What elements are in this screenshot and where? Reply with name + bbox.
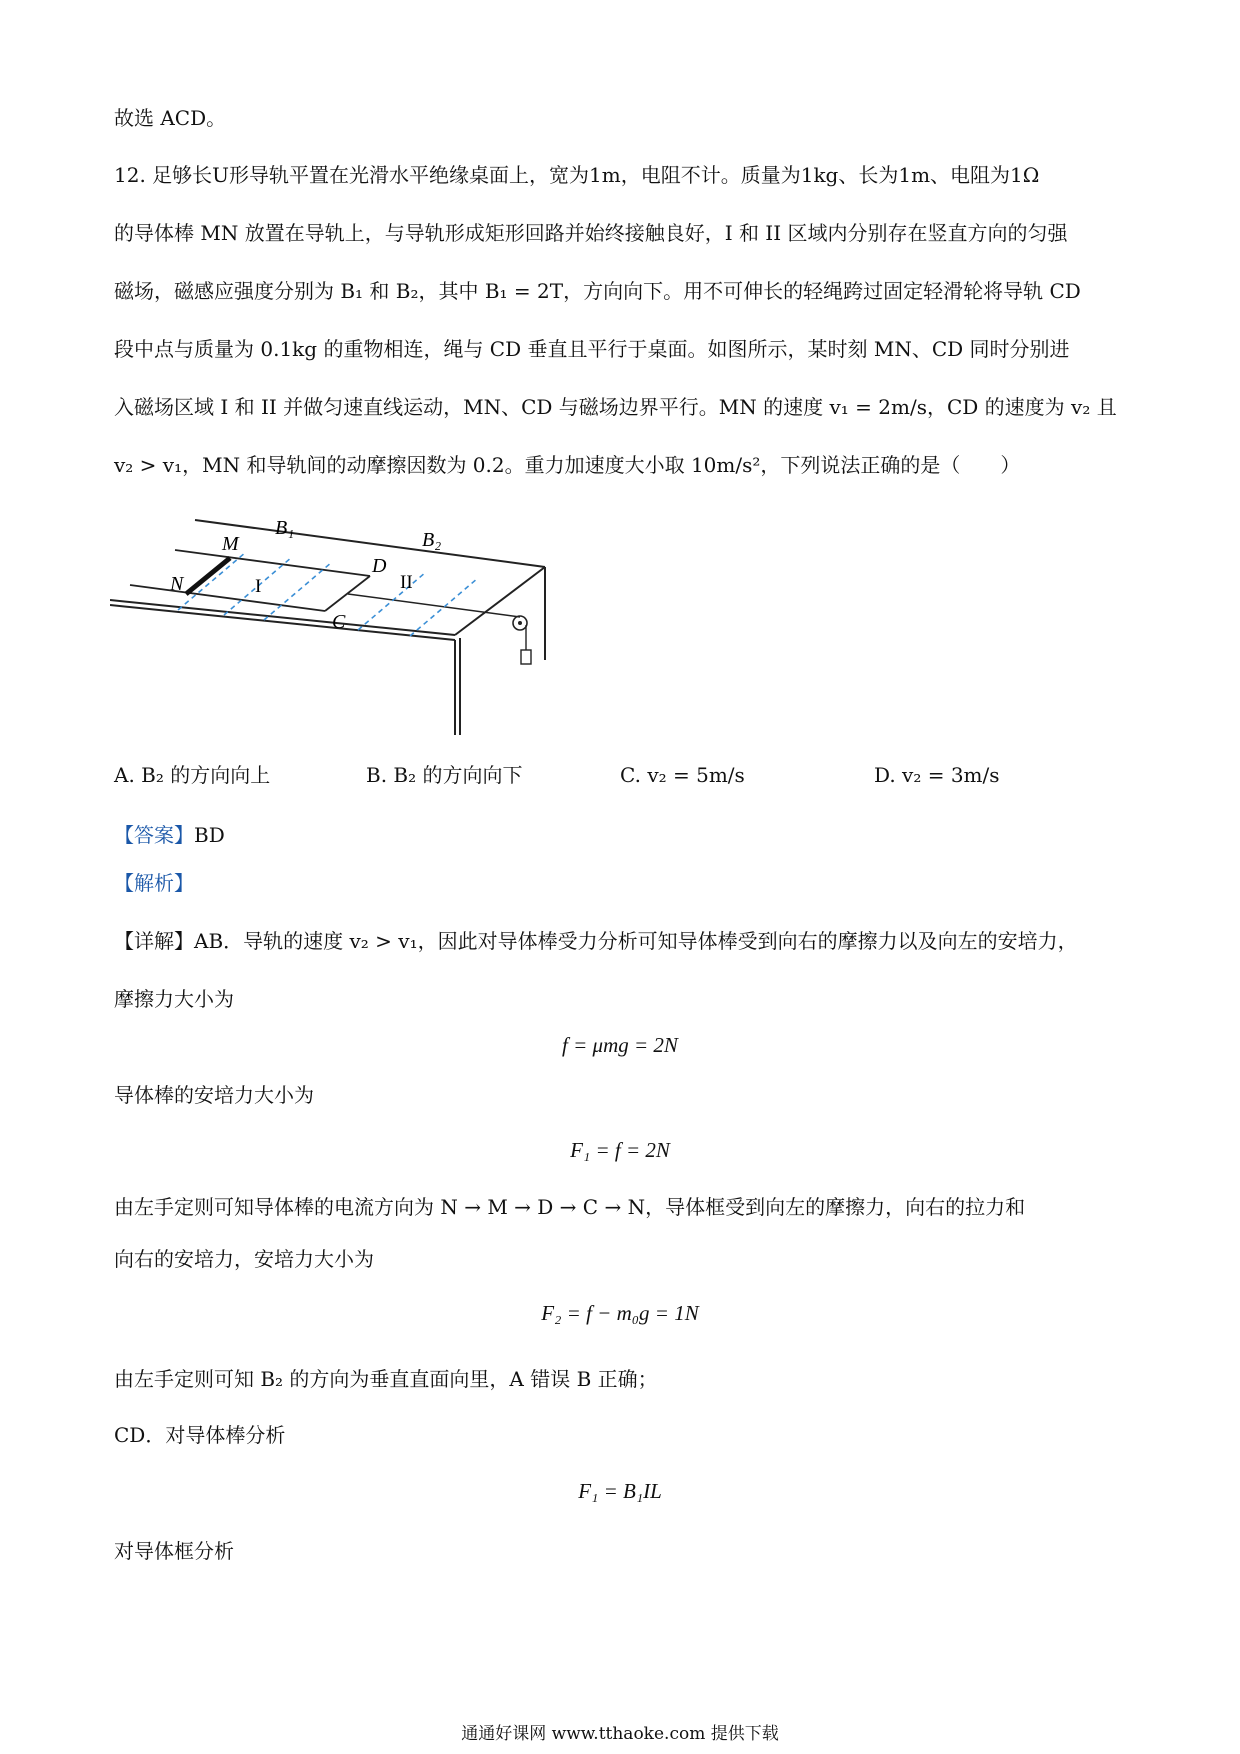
detail-line-8: 对导体框分析 xyxy=(114,1539,234,1563)
label-B1: B₁ xyxy=(275,517,295,539)
option-b-text: B₂ 的方向向下 xyxy=(393,763,523,787)
detail-line-6: 由左手定则可知 B₂ 的方向为垂直直面向里，A 错误 B 正确； xyxy=(114,1367,658,1391)
option-a[interactable] xyxy=(114,760,270,790)
question-text: 足够长U形导轨平置在光滑水平绝缘桌面上，宽为1m，电阻不计。质量为1kg、长为1m、电阻为1Ω xyxy=(152,163,1040,187)
analysis-label: 【解析】 xyxy=(114,871,194,895)
answer-label: 【答案】 xyxy=(114,823,194,847)
answer-value: BD xyxy=(194,823,225,847)
label-I: I xyxy=(255,576,262,597)
label-B2: B₂ xyxy=(422,529,442,551)
option-c-text: v₂ = 5m/s xyxy=(647,763,745,787)
label-C: C xyxy=(332,611,346,633)
previous-conclusion: 故选 ACD。 xyxy=(114,106,227,130)
option-a-letter: A. xyxy=(114,763,135,787)
equation-ampere-force-2: F₂ = f − m₀g = 1N xyxy=(541,1301,699,1325)
question-line-5: 入磁场区域 I 和 II 并做匀速直线运动，MN、CD 与磁场边界平行。MN 的速度 v₁ = 2m/s，CD 的速度为 v₂ 且 xyxy=(114,395,1117,419)
option-a-text: B₂ 的方向向上 xyxy=(141,763,271,787)
option-d[interactable] xyxy=(874,760,1000,790)
label-N: N xyxy=(170,573,184,595)
rail-diagram xyxy=(110,510,560,740)
detail-line-1: 【详解】AB．导轨的速度 v₂ > v₁，因此对导体棒受力分析可知导体棒受到向右的摩擦力以及向左的安培力， xyxy=(114,929,1078,953)
equation-ampere-force-expression: F₁ = B₁IL xyxy=(578,1479,662,1503)
question-line-6: v₂ > v₁，MN 和导轨间的动摩擦因数为 0.2。重力加速度大小取 10m/s²，下列说法正确的是（ ） xyxy=(114,453,1021,477)
detail-line-4: 由左手定则可知导体棒的电流方向为 N → M → D → C → N，导体框受到向左的摩擦力，向右的拉力和 xyxy=(114,1195,1026,1219)
option-c[interactable] xyxy=(620,760,745,790)
detail-line-3: 导体棒的安培力大小为 xyxy=(114,1083,314,1107)
equation-ampere-force-1: F₁ = f = 2N xyxy=(570,1138,670,1162)
question-line-2: 的导体棒 MN 放置在导轨上，与导轨形成矩形回路并始终接触良好，I 和 II 区域内分别存在竖直方向的匀强 xyxy=(114,221,1068,245)
question-line-3: 磁场，磁感应强度分别为 B₁ 和 B₂，其中 B₁ = 2T，方向向下。用不可伸长的轻绳跨过固定轻滑轮将导轨 CD xyxy=(114,279,1081,303)
answer-line xyxy=(114,820,225,850)
detail-line-5: 向右的安培力，安培力大小为 xyxy=(114,1247,374,1271)
option-d-text: v₂ = 3m/s xyxy=(902,763,1000,787)
footer-source: 通通好课网 www.tthaoke.com 提供下载 xyxy=(461,1724,779,1744)
option-c-letter: C. xyxy=(620,763,641,787)
option-d-letter: D. xyxy=(874,763,896,787)
option-b[interactable] xyxy=(366,760,523,790)
option-b-letter: B. xyxy=(366,763,388,787)
detail-line-7: CD．对导体棒分析 xyxy=(114,1423,286,1447)
label-D: D xyxy=(372,555,387,577)
label-M: M xyxy=(222,533,239,555)
equation-friction: f = μmg = 2N xyxy=(562,1033,678,1057)
question-line-1 xyxy=(114,160,1039,190)
label-II: II xyxy=(400,572,413,593)
question-number: 12. xyxy=(114,163,146,187)
detail-line-2: 摩擦力大小为 xyxy=(114,987,234,1011)
question-line-4: 段中点与质量为 0.1kg 的重物相连，绳与 CD 垂直且平行于桌面。如图所示，某时刻 MN、CD 同时分别进 xyxy=(114,337,1070,361)
